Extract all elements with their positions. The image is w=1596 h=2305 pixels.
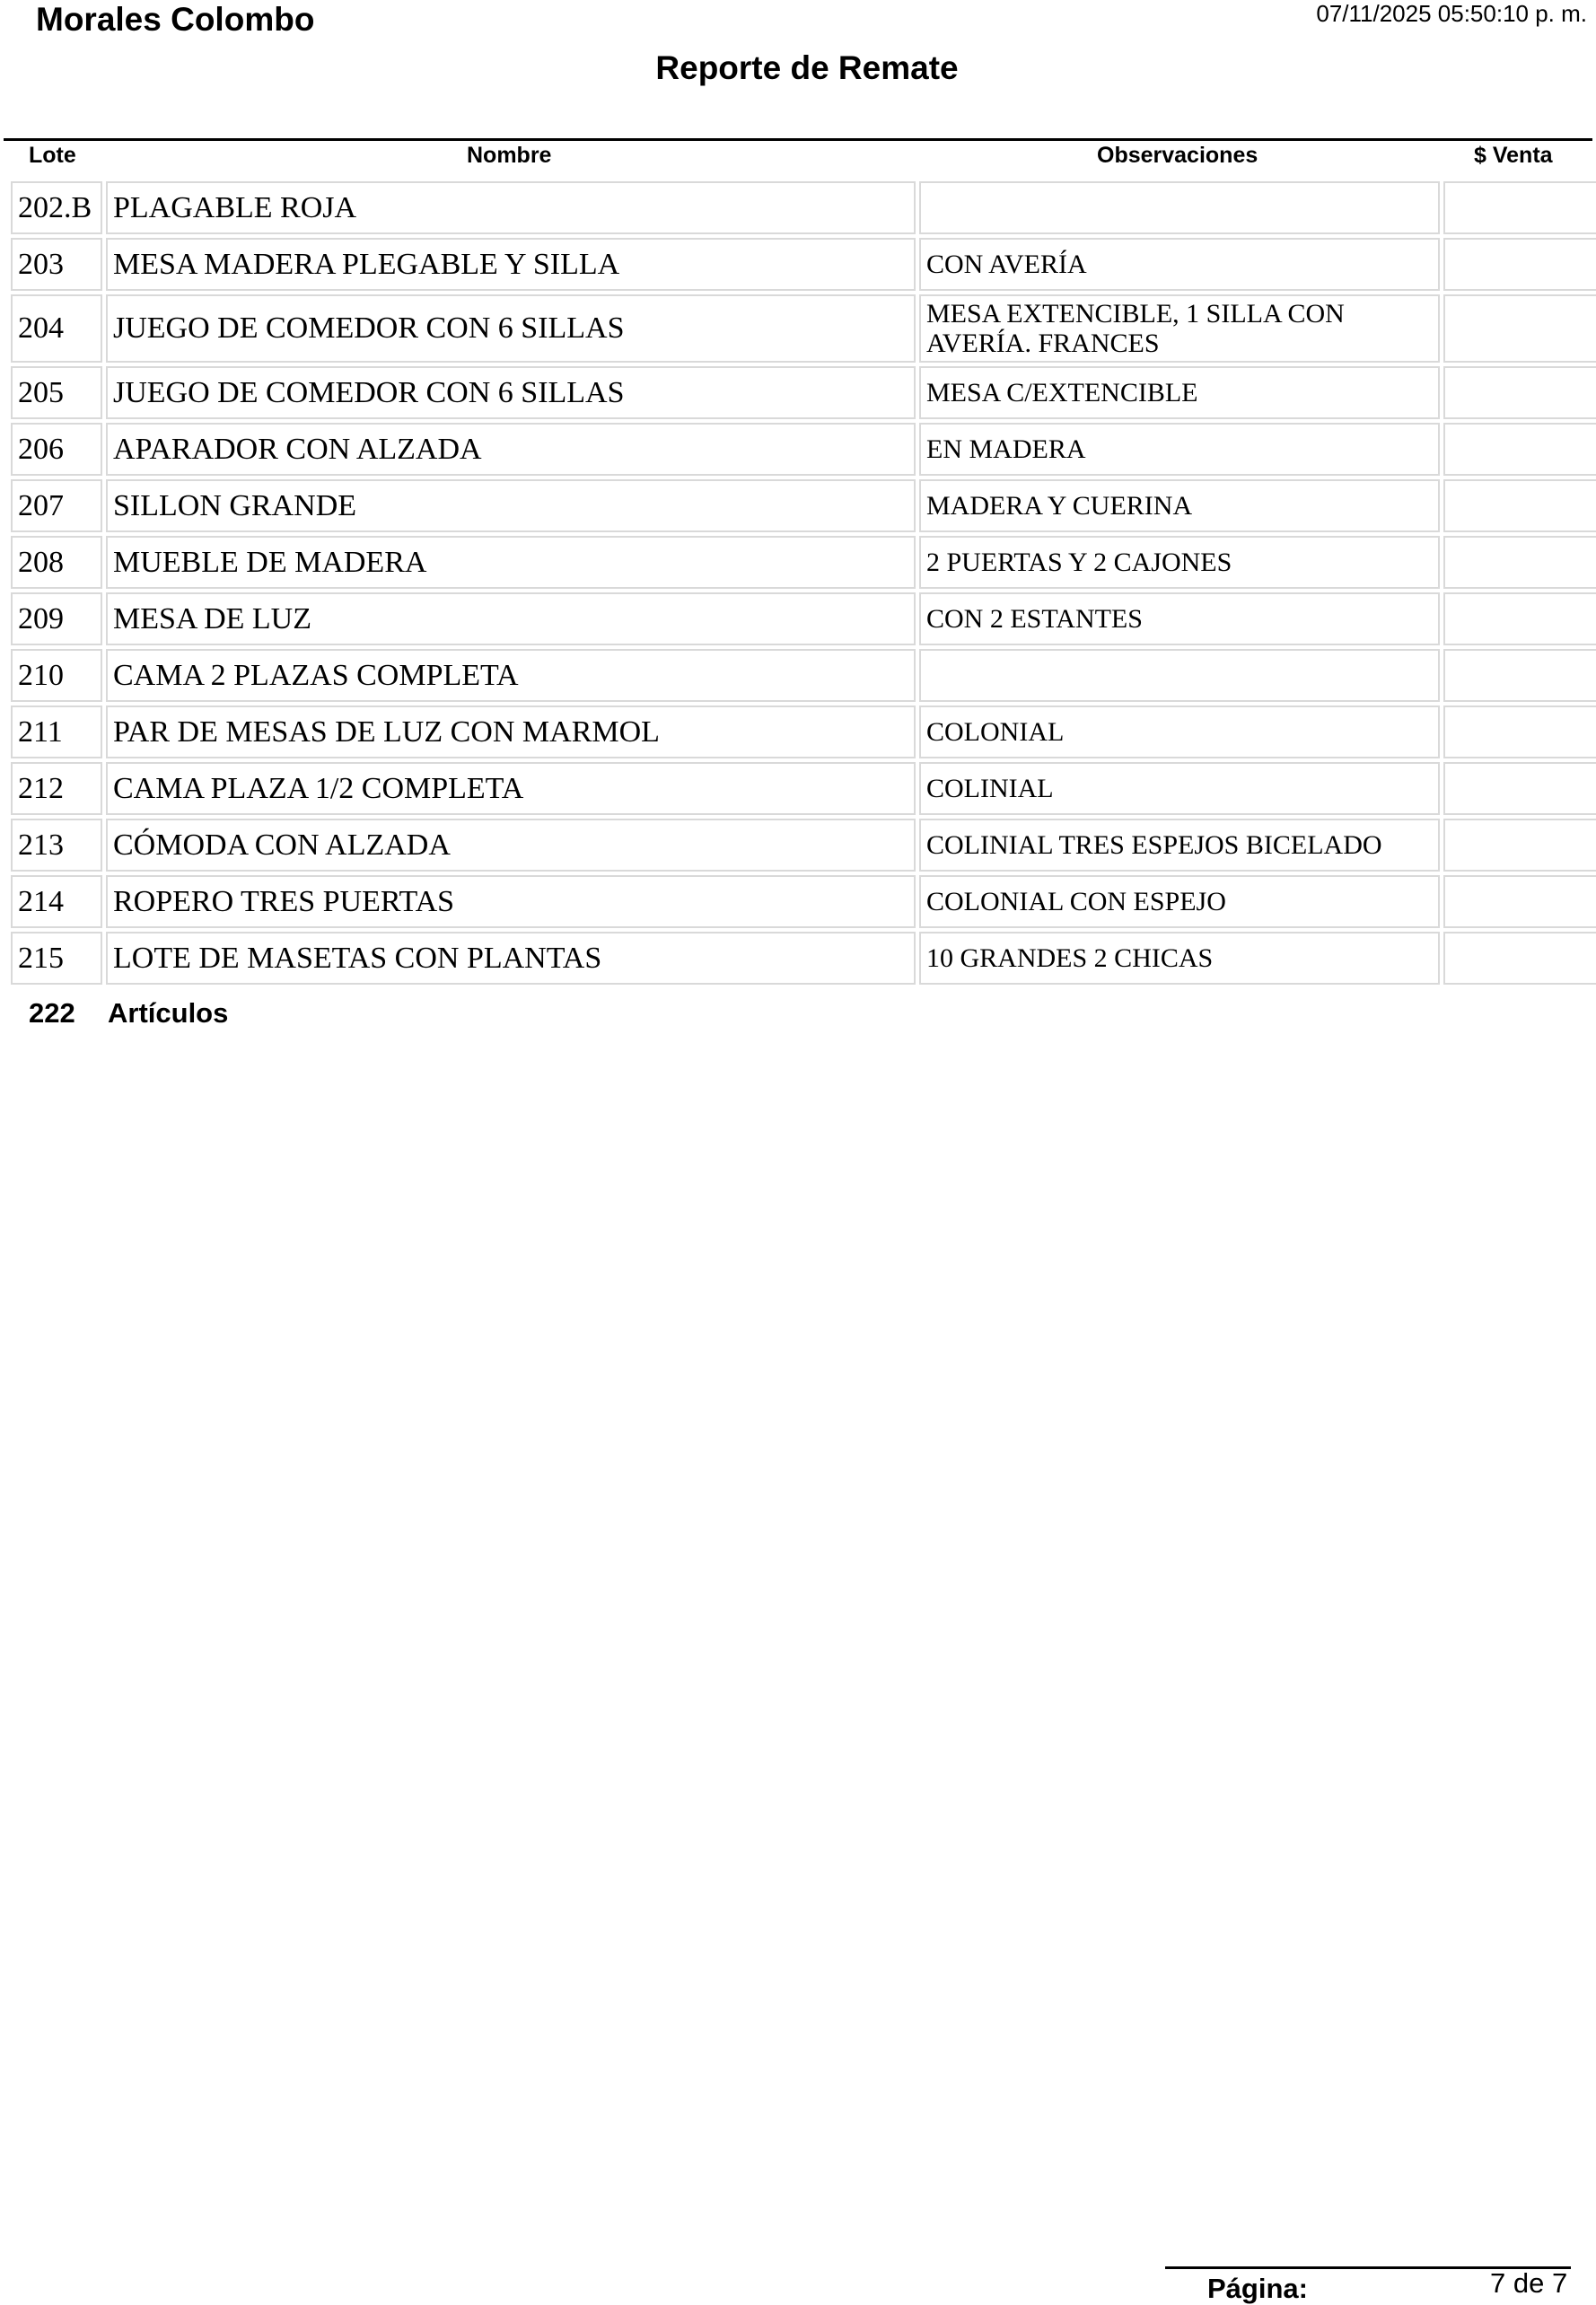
auction-lots-table bbox=[7, 178, 1596, 988]
nombre-cell: LOTE DE MASETAS CON PLANTAS bbox=[106, 932, 916, 985]
venta-cell bbox=[1443, 875, 1596, 928]
nombre-cell: APARADOR CON ALZADA bbox=[106, 423, 916, 476]
lote-cell: 204 bbox=[11, 294, 102, 363]
header-divider bbox=[4, 138, 1592, 141]
lote-cell: 206 bbox=[11, 423, 102, 476]
observaciones-cell: COLINIAL bbox=[919, 762, 1440, 815]
table-row bbox=[11, 238, 1596, 291]
nombre-cell: JUEGO DE COMEDOR CON 6 SILLAS bbox=[106, 294, 916, 363]
table-row bbox=[11, 819, 1596, 872]
column-header-nombre: Nombre bbox=[467, 143, 552, 168]
page-label: Página: bbox=[1207, 2273, 1308, 2304]
observaciones-cell: 10 GRANDES 2 CHICAS bbox=[919, 932, 1440, 985]
nombre-cell: MESA DE LUZ bbox=[106, 592, 916, 645]
lote-cell: 211 bbox=[11, 706, 102, 758]
company-name: Morales Colombo bbox=[36, 1, 315, 38]
table-row bbox=[11, 706, 1596, 758]
observaciones-cell: COLINIAL TRES ESPEJOS BICELADO bbox=[919, 819, 1440, 872]
nombre-cell: MESA MADERA PLEGABLE Y SILLA bbox=[106, 238, 916, 291]
table-row bbox=[11, 366, 1596, 419]
lote-cell: 215 bbox=[11, 932, 102, 985]
venta-cell bbox=[1443, 536, 1596, 589]
table-row bbox=[11, 536, 1596, 589]
observaciones-cell: 2 PUERTAS Y 2 CAJONES bbox=[919, 536, 1440, 589]
lote-cell: 209 bbox=[11, 592, 102, 645]
venta-cell bbox=[1443, 819, 1596, 872]
lote-cell: 214 bbox=[11, 875, 102, 928]
table-row bbox=[11, 875, 1596, 928]
nombre-cell: CÓMODA CON ALZADA bbox=[106, 819, 916, 872]
lote-cell: 202.B bbox=[11, 181, 102, 234]
table-row bbox=[11, 181, 1596, 234]
venta-cell bbox=[1443, 366, 1596, 419]
observaciones-cell: MESA C/EXTENCIBLE bbox=[919, 366, 1440, 419]
venta-cell bbox=[1443, 479, 1596, 532]
observaciones-cell: MESA EXTENCIBLE, 1 SILLA CON AVERÍA. FRANCES bbox=[919, 294, 1440, 363]
column-header-venta: $ Venta bbox=[1474, 143, 1553, 168]
venta-cell bbox=[1443, 181, 1596, 234]
venta-cell bbox=[1443, 762, 1596, 815]
observaciones-cell: CON 2 ESTANTES bbox=[919, 592, 1440, 645]
observaciones-cell bbox=[919, 649, 1440, 702]
report-title: Reporte de Remate bbox=[655, 49, 959, 86]
nombre-cell: SILLON GRANDE bbox=[106, 479, 916, 532]
observaciones-cell: CON AVERÍA bbox=[919, 238, 1440, 291]
lote-cell: 203 bbox=[11, 238, 102, 291]
lote-cell: 205 bbox=[11, 366, 102, 419]
table-row bbox=[11, 479, 1596, 532]
total-articles-count: 222 bbox=[29, 997, 75, 1029]
observaciones-cell: COLONIAL bbox=[919, 706, 1440, 758]
total-articles-label: Artículos bbox=[108, 997, 229, 1029]
nombre-cell: PAR DE MESAS DE LUZ CON MARMOL bbox=[106, 706, 916, 758]
venta-cell bbox=[1443, 238, 1596, 291]
lote-cell: 210 bbox=[11, 649, 102, 702]
lote-cell: 213 bbox=[11, 819, 102, 872]
nombre-cell: PLAGABLE ROJA bbox=[106, 181, 916, 234]
observaciones-cell: MADERA Y CUERINA bbox=[919, 479, 1440, 532]
lote-cell: 208 bbox=[11, 536, 102, 589]
observaciones-cell: EN MADERA bbox=[919, 423, 1440, 476]
nombre-cell: CAMA PLAZA 1/2 COMPLETA bbox=[106, 762, 916, 815]
venta-cell bbox=[1443, 932, 1596, 985]
lote-cell: 207 bbox=[11, 479, 102, 532]
table-row bbox=[11, 762, 1596, 815]
nombre-cell: CAMA 2 PLAZAS COMPLETA bbox=[106, 649, 916, 702]
venta-cell bbox=[1443, 592, 1596, 645]
page-number: 7 de 7 bbox=[1490, 2267, 1568, 2299]
column-header-observaciones: Observaciones bbox=[1097, 143, 1258, 168]
venta-cell bbox=[1443, 294, 1596, 363]
table-row bbox=[11, 932, 1596, 985]
lote-cell: 212 bbox=[11, 762, 102, 815]
observaciones-cell bbox=[919, 181, 1440, 234]
nombre-cell: MUEBLE DE MADERA bbox=[106, 536, 916, 589]
table-row bbox=[11, 649, 1596, 702]
venta-cell bbox=[1443, 649, 1596, 702]
venta-cell bbox=[1443, 423, 1596, 476]
observaciones-cell: COLONIAL CON ESPEJO bbox=[919, 875, 1440, 928]
nombre-cell: ROPERO TRES PUERTAS bbox=[106, 875, 916, 928]
report-datetime: 07/11/2025 05:50:10 p. m. bbox=[1316, 0, 1587, 27]
nombre-cell: JUEGO DE COMEDOR CON 6 SILLAS bbox=[106, 366, 916, 419]
table-row bbox=[11, 592, 1596, 645]
table-row bbox=[11, 294, 1596, 363]
table-row bbox=[11, 423, 1596, 476]
venta-cell bbox=[1443, 706, 1596, 758]
column-header-lote: Lote bbox=[29, 143, 76, 168]
